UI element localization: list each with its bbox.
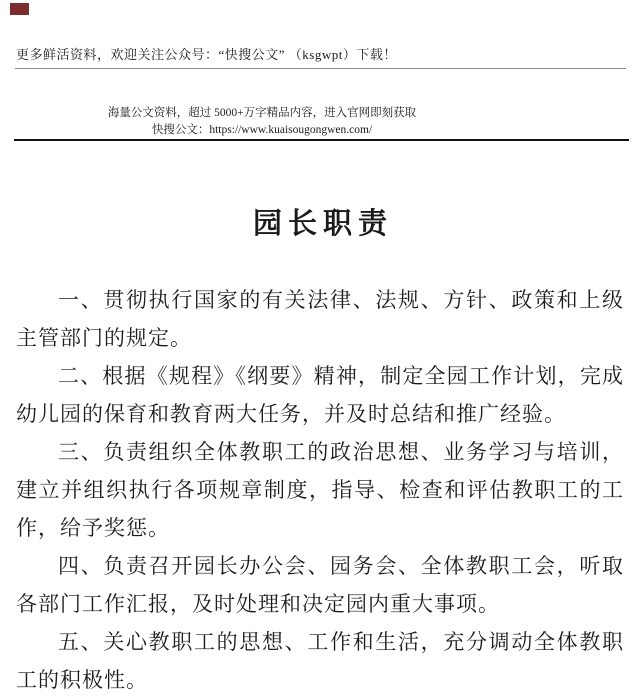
paragraph: 二、根据《规程》《纲要》精神，制定全园工作计划，完成幼儿园的保育和教育两大任务，并及时总结和推广经验。 bbox=[16, 364, 624, 426]
promo-line2 bbox=[0, 122, 524, 139]
page-title: 园长职责 bbox=[252, 208, 393, 240]
paragraph: 三、负责组织全体教职工的政治思想、业务学习与培训，建立并组织执行各项规章制度，指导、检查和评估教职工的工作，给予奖惩。 bbox=[16, 440, 624, 540]
paragraph: 四、负责召开园长办公会、园务会、全体教职工会，听取各部门工作汇报，及时处理和决定园内重大事项。 bbox=[16, 554, 624, 616]
promo-line2-label: 快搜公文： bbox=[151, 124, 210, 136]
header-divider-thin bbox=[15, 68, 626, 69]
top-note: 更多鲜活资料，欢迎关注公众号：“快搜公文” （ksgwpt）下载！ bbox=[16, 47, 397, 62]
promo-url: https://www.kuaisougongwen.com/ bbox=[209, 124, 373, 136]
brand-mark-icon bbox=[10, 3, 29, 15]
paragraph: 五、关心教职工的思想、工作和生活，充分调动全体教职工的积极性。 bbox=[16, 630, 624, 692]
promo-line1: 海量公文资料，超过 5000+万字精品内容，进入官网即刻获取 bbox=[107, 107, 417, 119]
header-divider-thick bbox=[14, 139, 629, 141]
promo-block bbox=[0, 105, 524, 139]
paragraph: 一、贯彻执行国家的有关法律、法规、方针、政策和上级主管部门的规定。 bbox=[16, 288, 624, 350]
document-body bbox=[16, 281, 624, 699]
